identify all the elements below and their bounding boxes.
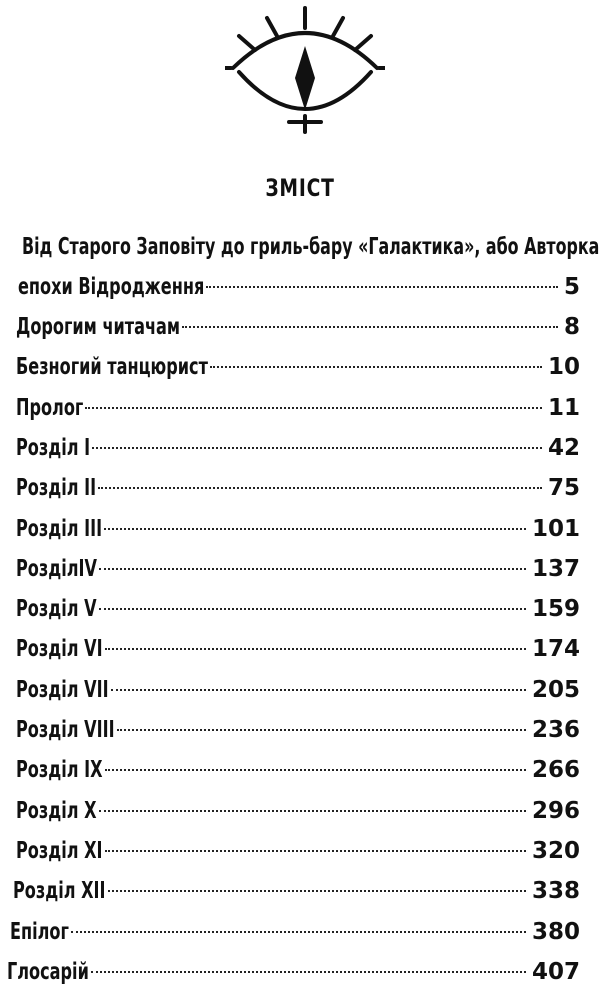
- toc-entry: [16, 431, 580, 465]
- toc-entry: [16, 512, 580, 546]
- toc-entry-page: 296: [531, 797, 580, 824]
- toc-entry-label: Розділ VІІ: [16, 676, 109, 703]
- toc-entry: [16, 794, 580, 828]
- toc-entry: [13, 874, 580, 908]
- toc-entry-page: 137: [531, 555, 580, 582]
- toc-entry: [16, 632, 580, 666]
- toc-entry-label: Епілог: [10, 918, 69, 945]
- dot-leader: [105, 850, 526, 852]
- toc-entry-page: 380: [531, 918, 580, 945]
- toc-entry-label: Розділ VІІІ: [16, 717, 115, 743]
- toc-entry-page: 42: [547, 434, 580, 461]
- toc-entry-label: Пролог: [16, 394, 84, 421]
- dot-leader: [71, 931, 526, 933]
- toc-entry-page: 205: [531, 676, 580, 703]
- toc-entry-label: Розділ VІ: [16, 636, 103, 663]
- page-title: ЗМІСТ: [265, 174, 335, 202]
- toc-entry-label: Глосарій: [7, 958, 89, 985]
- toc-entry: [7, 955, 580, 989]
- toc-entry: [16, 753, 580, 787]
- dot-leader: [206, 286, 558, 288]
- toc-entry-label: Розділ І: [16, 434, 91, 461]
- toc-entry: [10, 915, 580, 949]
- toc-entry: [16, 673, 580, 707]
- toc-entry-label: Безногий танцюрист: [16, 354, 208, 381]
- dot-leader: [98, 487, 542, 489]
- dot-leader: [104, 528, 526, 530]
- toc-entry-label: Розділ ІІІ: [16, 515, 103, 542]
- toc-entry-page: 320: [531, 837, 580, 864]
- toc-entry-page: 236: [531, 717, 580, 743]
- toc-entry-label: Розділ Х: [16, 797, 97, 824]
- toc-entry-page: 266: [531, 757, 580, 784]
- toc-entry-first: [18, 270, 580, 304]
- toc-entry: [16, 471, 580, 505]
- toc-entry-page: 407: [531, 958, 580, 985]
- toc-entry-label: епохи Відродження: [18, 274, 205, 300]
- toc-entry-page: 174: [531, 636, 580, 663]
- dot-leader: [85, 407, 542, 409]
- toc-entry-page: 338: [531, 878, 580, 905]
- toc-entry: [16, 391, 580, 425]
- toc-entry-label: Розділ ХІ: [16, 837, 103, 864]
- dot-leader: [99, 810, 526, 812]
- toc-entry-page: 101: [531, 515, 580, 542]
- toc-entry-page: 159: [531, 596, 580, 623]
- toc-entry: [16, 310, 580, 344]
- dot-leader: [108, 890, 526, 892]
- toc-entry-label: Розділ ІІ: [16, 475, 97, 502]
- dot-leader: [210, 366, 542, 368]
- toc-entry: [16, 592, 580, 626]
- toc-entry-page: 5: [563, 274, 580, 300]
- toc-entry-label: Розділ ХІІ: [13, 878, 106, 905]
- dot-leader: [117, 729, 526, 731]
- dot-leader: [105, 769, 526, 771]
- toc-entry-page: 11: [547, 394, 580, 421]
- toc-entry-label: Розділ V: [16, 596, 97, 623]
- toc-entry-first-line1: Від Старого Заповіту до гриль-бару «Галактика», або Авторка: [22, 234, 600, 260]
- dot-leader: [182, 326, 558, 328]
- toc-entry-label: РозділІV: [16, 555, 97, 582]
- toc-entry: [16, 552, 580, 586]
- toc-entry-page: 8: [563, 314, 580, 340]
- toc-entry: [16, 350, 580, 384]
- toc-entry-label: Розділ ІХ: [16, 757, 103, 784]
- toc-entry: [16, 834, 580, 868]
- dot-leader: [99, 608, 526, 610]
- toc-entry-page: 10: [547, 354, 580, 381]
- dot-leader: [99, 568, 526, 570]
- dot-leader: [92, 447, 542, 449]
- toc-entry: [16, 713, 580, 747]
- dot-leader: [91, 971, 526, 973]
- toc-entry-page: 75: [547, 475, 580, 502]
- dot-leader: [105, 648, 526, 650]
- dot-leader: [111, 689, 526, 691]
- toc-entry-label: Дорогим читачам: [16, 314, 181, 340]
